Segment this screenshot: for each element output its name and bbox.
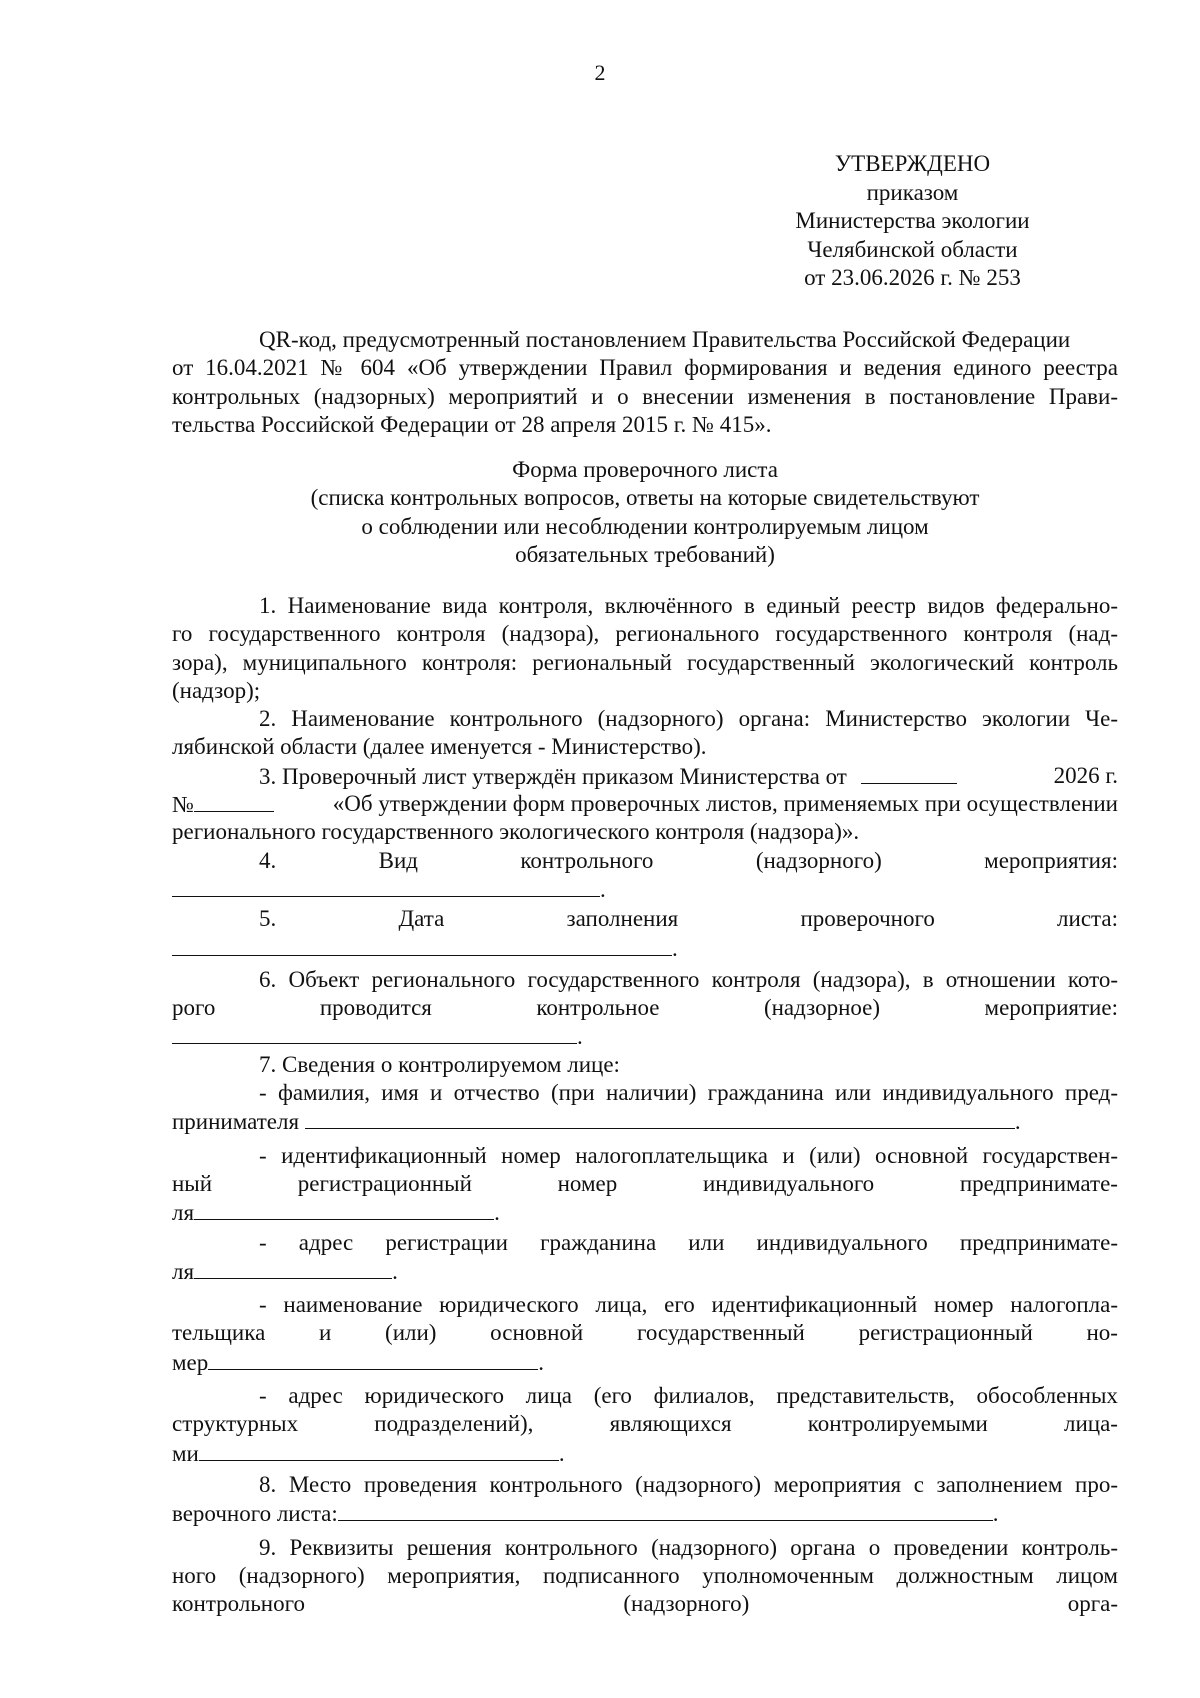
word: - <box>259 1229 267 1255</box>
qr-paragraph <box>172 326 1118 439</box>
word: являющихся <box>609 1411 732 1437</box>
text-line: 2. Наименование контрольного (надзорного) органа: Министерство экологии Че- <box>259 706 1118 732</box>
item7c-words <box>172 1229 1118 1257</box>
item5-words <box>172 905 1118 933</box>
item7a-line2 <box>172 1107 1118 1135</box>
word: лица <box>525 1383 572 1409</box>
text-line: 6. Объект регионального государственного контроля (надзора), в отношении кото- <box>259 966 1118 992</box>
form-title <box>172 456 1118 569</box>
word: регистрационный <box>297 1170 472 1196</box>
approval-line: УТВЕРЖДЕНО <box>834 151 991 176</box>
text-line: - идентификационный номер налогоплательщика и (или) основной государствен- <box>259 1142 1118 1168</box>
word: Дата <box>398 906 445 932</box>
word: тельщика <box>172 1320 266 1346</box>
item7b-words <box>172 1170 1118 1198</box>
item3-line1 <box>172 762 1118 790</box>
text: . <box>992 1501 999 1527</box>
title-line: Форма проверочного листа <box>512 457 778 482</box>
text-line: контрольных (надзорных) мероприятий и о внесении изменения в постановление Прави- <box>172 383 1118 409</box>
approval-stamp <box>780 150 1045 293</box>
item3-line2 <box>172 790 1118 818</box>
item4-blank <box>172 875 1118 903</box>
text: ля <box>172 1200 195 1226</box>
word: государственный <box>636 1320 805 1346</box>
number-blank <box>194 790 274 812</box>
word: (его <box>593 1383 632 1409</box>
page-number: 2 <box>594 60 606 85</box>
item7b-line3 <box>172 1198 1118 1226</box>
word: и <box>319 1320 332 1346</box>
item6-words <box>172 994 1118 1022</box>
blank <box>194 1198 494 1220</box>
word: 5. <box>259 906 277 932</box>
word: индивидуального <box>702 1170 875 1196</box>
word: предпринимате- <box>959 1170 1118 1196</box>
approval-line: Челябинской области <box>807 236 1018 262</box>
text: № <box>172 792 194 818</box>
text: . <box>538 1349 545 1375</box>
item7e-words2 <box>172 1410 1118 1438</box>
blank <box>172 934 672 956</box>
word: обособленных <box>976 1383 1118 1409</box>
word: структурных <box>172 1411 299 1437</box>
word: мероприятия: <box>984 847 1118 873</box>
blank <box>208 1348 538 1370</box>
text-line: QR-код, предусмотренный постановлением Правительства Российской Федерации <box>259 327 1071 352</box>
text: . <box>600 876 606 902</box>
word: адрес <box>288 1383 343 1409</box>
text: ми <box>172 1440 199 1466</box>
text-line: ного (надзорного) мероприятия, подписанного уполномоченным должностным лицом <box>172 1562 1118 1588</box>
blank <box>172 1022 577 1044</box>
text-line: зора), муниципального контроля: региональный государственный экологический контроль <box>172 649 1118 675</box>
item4-words <box>172 847 1118 875</box>
text: 3. Проверочный лист утверждён приказом Министерства от <box>259 763 847 789</box>
item6-blank <box>172 1022 1118 1050</box>
word: контрольного <box>520 847 654 873</box>
word: регистрационный <box>858 1320 1033 1346</box>
text-line: 8. Место проведения контрольного (надзорного) мероприятия с заполнением про- <box>259 1471 1118 1497</box>
text-line: регионального государственного экологического контроля (надзора)». <box>172 819 860 845</box>
date-blank <box>861 762 957 784</box>
word: представительств, <box>776 1383 955 1409</box>
word: но- <box>1086 1320 1118 1346</box>
text: . <box>1014 1109 1021 1135</box>
word: контрольное <box>536 995 660 1021</box>
text-line: 9. Реквизиты решения контрольного (надзорного) органа о проведении контроль- <box>259 1534 1118 1560</box>
approval-line: Министерства экологии <box>795 208 1030 233</box>
approval-line: от 23.06.2026 г. № 253 <box>804 265 1021 290</box>
word: номер <box>557 1170 618 1196</box>
text: «Об утверждении форм проверочных листов, применяемых при осуществлении <box>332 791 1118 817</box>
items-body <box>172 592 1118 1618</box>
item7e-words <box>172 1382 1118 1410</box>
word: заполнения <box>566 906 679 932</box>
text: мер <box>172 1349 209 1375</box>
word: мероприятие: <box>984 995 1118 1021</box>
item5-blank <box>172 934 1118 962</box>
text-line: лябинской области (далее именуется - Министерство). <box>172 734 707 760</box>
text-line: (надзор); <box>172 677 261 703</box>
word: листа: <box>1057 906 1118 932</box>
text: ля <box>172 1258 195 1284</box>
word: контрольного <box>172 1591 305 1617</box>
text: . <box>494 1200 500 1226</box>
word: проводится <box>319 995 432 1021</box>
blank <box>194 1257 392 1279</box>
word: контролируемыми <box>807 1411 988 1437</box>
text-line: - наименование юридического лица, его идентификационный номер налогопла- <box>259 1292 1118 1318</box>
item7c-line2 <box>172 1257 1118 1285</box>
text-line: 1. Наименование вида контроля, включённого в единый реестр видов федерально- <box>259 593 1118 618</box>
text: верочного листа: <box>172 1501 338 1527</box>
word: (надзорного) <box>755 847 882 873</box>
word: филиалов, <box>653 1383 755 1409</box>
word: 4. <box>259 847 277 873</box>
word: адрес <box>298 1229 354 1255</box>
word: орга- <box>1067 1591 1118 1617</box>
item7e-line3 <box>172 1439 1118 1467</box>
word: ный <box>172 1170 213 1196</box>
word: - <box>259 1383 267 1409</box>
word: или <box>688 1229 725 1255</box>
text: 2026 г. <box>1053 762 1118 788</box>
blank <box>305 1107 1015 1129</box>
text: . <box>672 935 678 961</box>
word: (или) <box>385 1320 437 1346</box>
title-line: о соблюдении или несоблюдении контролируемым лицом <box>361 513 929 539</box>
word: предпринимате- <box>959 1229 1118 1255</box>
word: регистрации <box>385 1229 508 1255</box>
text-line: тельства Российской Федерации от 28 апреля 2015 г. № 415». <box>172 411 772 437</box>
word: проверочного <box>800 906 935 932</box>
text-line: - фамилия, имя и отчество (при наличии) гражданина или индивидуального пред- <box>259 1080 1118 1106</box>
blank <box>172 875 600 897</box>
word: основной <box>490 1320 584 1346</box>
item9-words <box>172 1590 1118 1618</box>
blank <box>199 1439 559 1461</box>
text-line: го государственного контроля (надзора), регионального государственного контроля (над- <box>172 621 1118 647</box>
item8-line2 <box>172 1499 1118 1527</box>
text: . <box>392 1258 398 1284</box>
title-line: (списка контрольных вопросов, ответы на которые свидетельствуют <box>310 485 980 511</box>
word: гражданина <box>540 1229 657 1255</box>
word: Вид <box>378 847 419 873</box>
word: (надзорное) <box>763 995 881 1021</box>
title-line: обязательных требований) <box>515 541 775 567</box>
text: . <box>577 1024 583 1050</box>
word: рого <box>172 995 216 1021</box>
text-line: 7. Сведения о контролируемом лице: <box>259 1051 620 1077</box>
blank <box>338 1499 993 1521</box>
approval-line: приказом <box>866 179 959 205</box>
text: . <box>558 1440 565 1466</box>
word: лица- <box>1064 1411 1118 1437</box>
word: (надзорного) <box>623 1591 750 1617</box>
word: индивидуального <box>756 1229 928 1255</box>
word: юридического <box>364 1383 504 1409</box>
text: принимателя <box>172 1109 300 1135</box>
text-line: от 16.04.2021 № 604 «Об утверждении Правил формирования и ведения единого реестра <box>172 355 1118 381</box>
word: подразделений), <box>374 1411 534 1437</box>
item7d-words <box>172 1319 1118 1347</box>
item7d-line3 <box>172 1348 1118 1376</box>
